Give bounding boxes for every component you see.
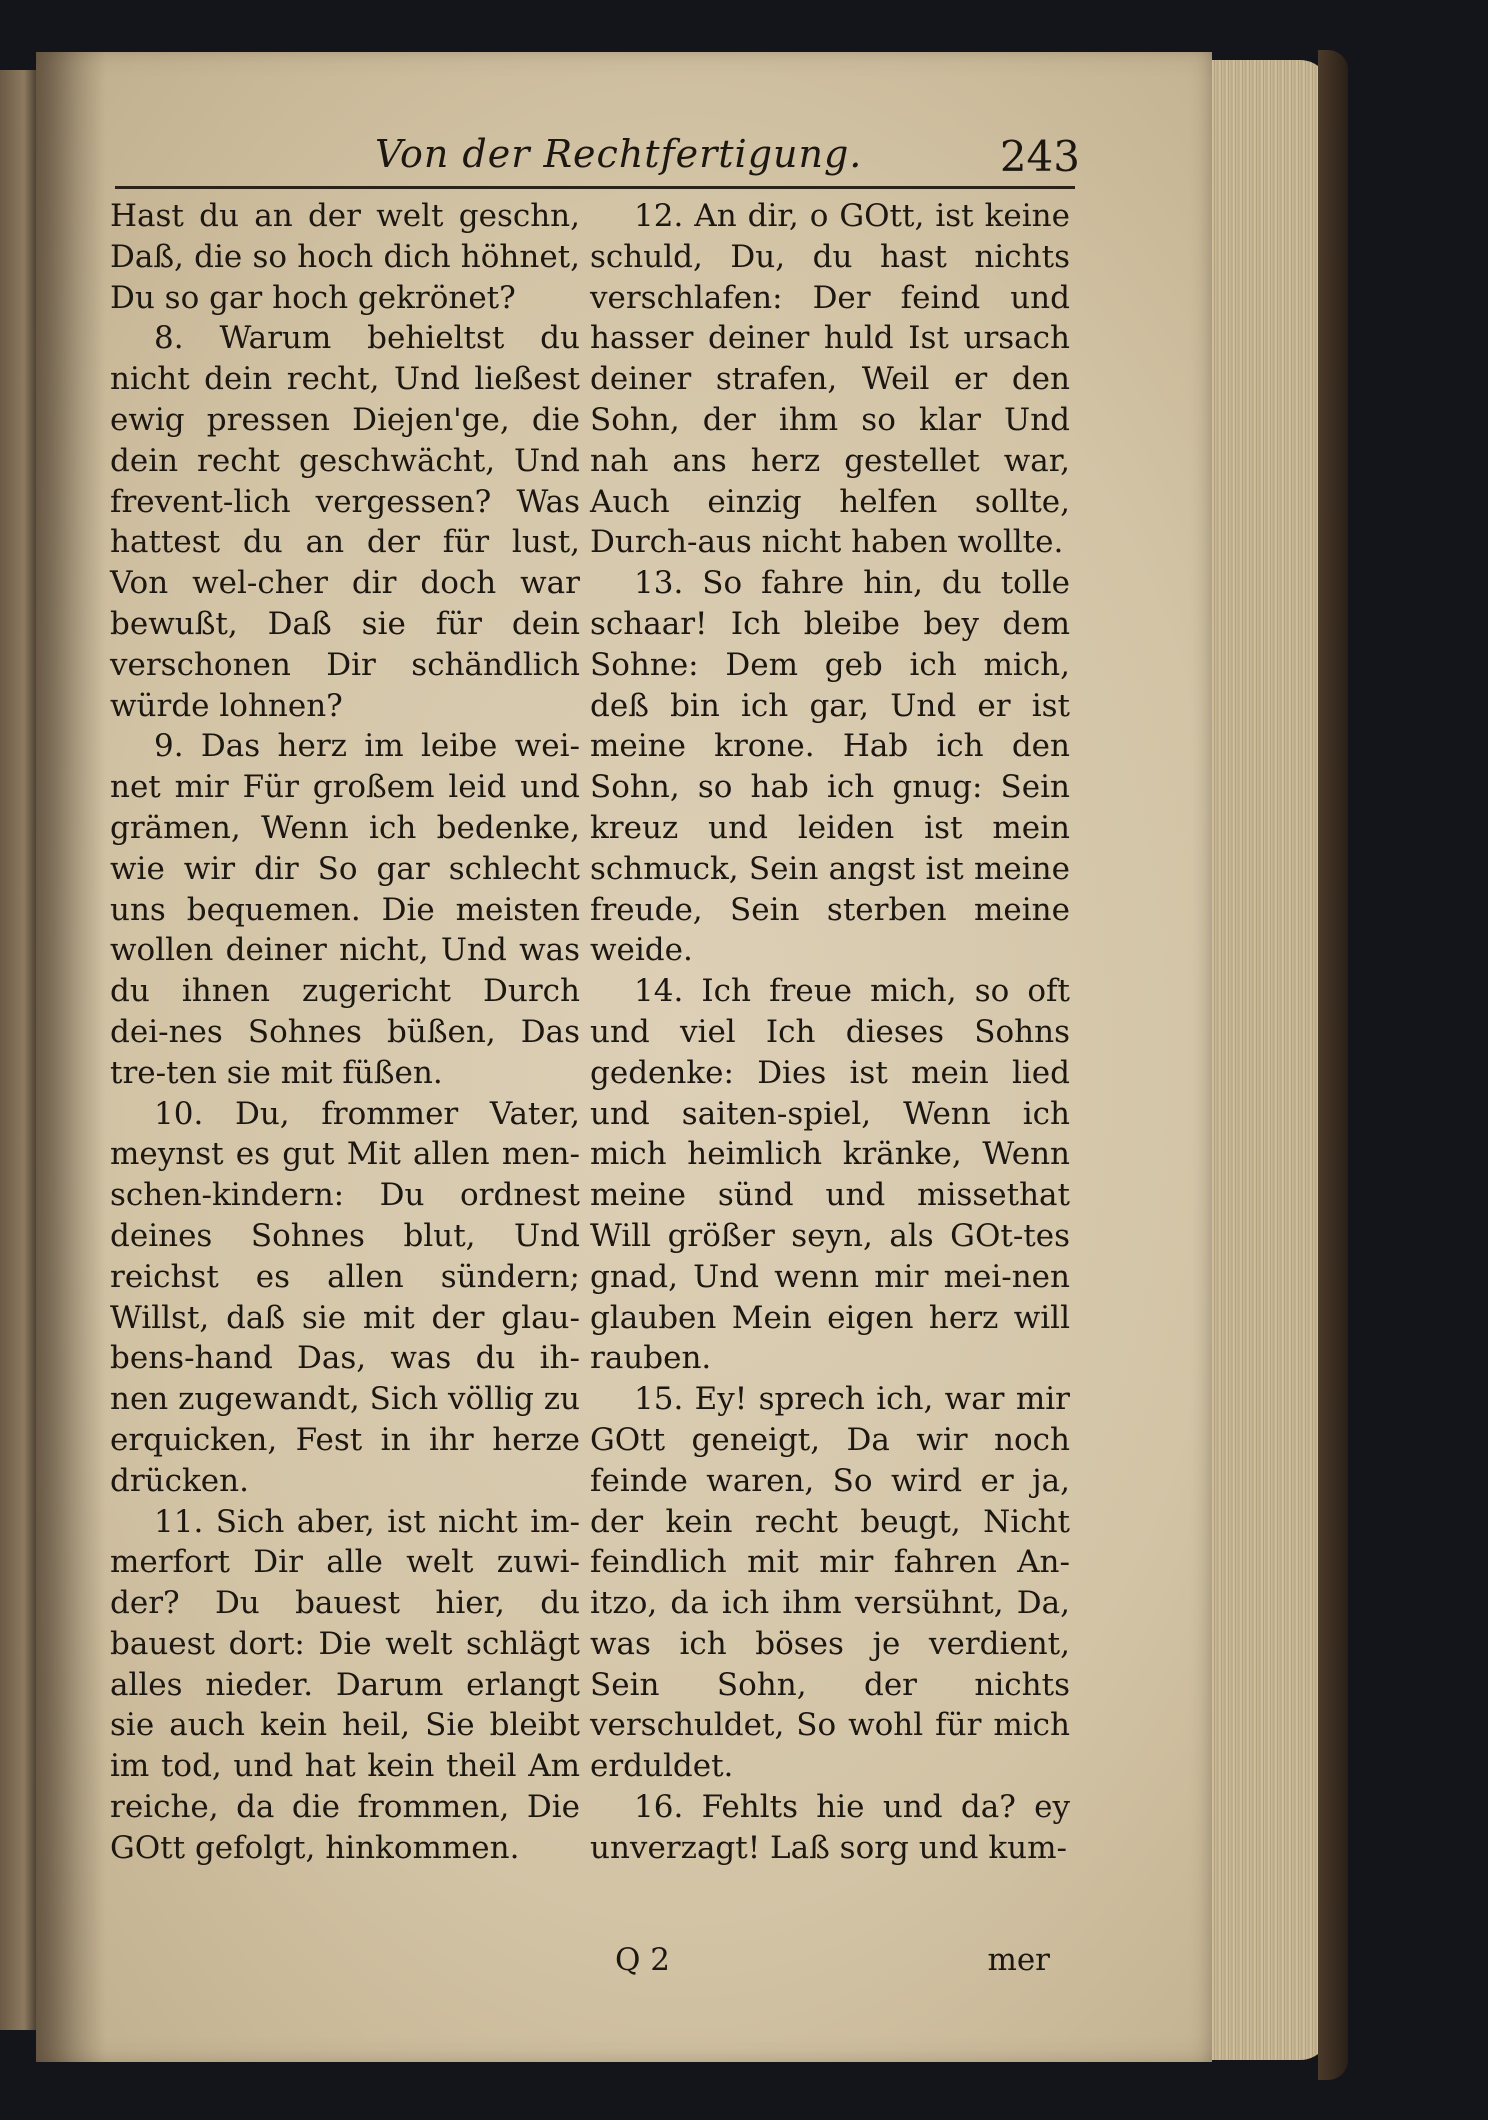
verse-14: 14. Ich freue mich, so oft und viel Ich dieses Sohns gedenke: Dies ist mein lied und saiten-spiel, Wenn ich mich heimlich kränke, Wenn meine sünd und missethat Will größer seyn, als GOt-tes gnad, Und wenn mir mei-nen glauben Mein eigen herz will rauben. <box>590 973 1070 1377</box>
page-number: 243 <box>999 132 1080 181</box>
verse-9: 9. Das herz im leibe wei-net mir Für großem leid und grämen, Wenn ich bedenke, wie wir dir So gar schlecht uns bequemen. Die meisten wollen deiner nicht, Und was du ihnen zugericht Durch dei-nes Sohnes büßen, Das tre-ten sie mit füßen. <box>110 728 580 1091</box>
verse-11: 11. Sich aber, ist nicht im-merfort Dir alle welt zuwi-der? Du bauest hier, du bauest dort: Die welt schlägt alles nieder. Darum erlangt sie auch kein heil, Sie bleibt im tod, und hat kein theil Am reiche, da die frommen, Die GOtt gefolgt, hinkommen. <box>110 1503 580 1866</box>
page-gutter-shadow <box>36 52 106 2062</box>
verse-12: 12. An dir, o GOtt, ist keine schuld, Du, du hast nichts verschlafen: Der feind und hasser deiner huld Ist ursach deiner strafen, Weil er den Sohn, der ihm so klar Und nah ans herz gestellet war, Auch einzig helfen sollte, Durch-aus nicht haben wollte. <box>590 198 1070 561</box>
verse-16: 16. Fehlts hie und da? ey unverzagt! Laß sorg und kum- <box>590 1789 1070 1866</box>
signature-mark: Q 2 <box>615 1942 670 1978</box>
left-column <box>110 196 580 1869</box>
header-rule <box>115 186 1075 189</box>
verse-8: 8. Warum behieltst du nicht dein recht, Und ließest ewig pressen Diejen'ge, die dein recht geschwächt, Und frevent-lich vergessen? Was hattest du an der für lust, Von wel-cher dir doch war bewußt, Daß sie für dein verschonen Dir schändlich würde lohnen? <box>110 320 580 724</box>
book-cover-edge <box>1318 50 1348 2080</box>
verse-13: 13. So fahre hin, du tolle schaar! Ich bleibe bey dem Sohne: Dem geb ich mich, deß bin ich gar, Und er ist meine krone. Hab ich den Sohn, so hab ich gnug: Sein kreuz und leiden ist mein schmuck, Sein angst ist meine freude, Sein sterben meine weide. <box>590 565 1070 969</box>
left-column-continuation: Hast du an der welt geschn, Daß, die so hoch dich höhnet, Du so gar hoch gekrönet? <box>110 198 580 316</box>
right-column <box>590 196 1070 1869</box>
running-head: Von der Rechtfertigung. <box>375 132 863 176</box>
verse-15: 15. Ey! sprech ich, war mir GOtt geneigt, Da wir noch feinde waren, So wird er ja, der kein recht beugt, Nicht feindlich mit mir fahren An-itzo, da ich ihm versühnt, Da, was ich böses je verdient, Sein Sohn, der nichts verschuldet, So wohl für mich erduldet. <box>590 1381 1070 1785</box>
page-footer <box>610 1942 1050 1986</box>
page-header <box>200 132 1080 192</box>
verse-10: 10. Du, frommer Vater, meynst es gut Mit allen men-schen-kindern: Du ordnest deines Sohnes blut, Und reichst es allen sündern; Willst, daß sie mit der glau-bens-hand Das, was du ih-nen zugewandt, Sich völlig zu erquicken, Fest in ihr herze drücken. <box>110 1095 580 1499</box>
previous-page-edge <box>0 70 40 2030</box>
catchword: mer <box>987 1942 1050 1978</box>
